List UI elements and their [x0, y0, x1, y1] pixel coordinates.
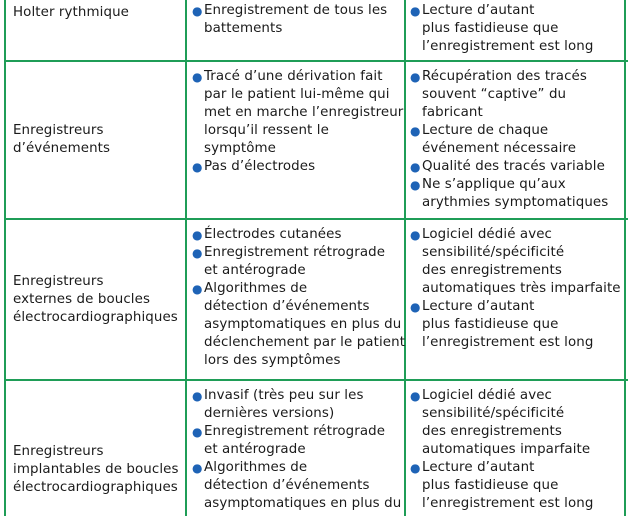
- row-label-line: Enregistreurs: [13, 444, 104, 459]
- table-row: [0, 60, 628, 218]
- bullet-item: [192, 459, 401, 513]
- bullet-item: [192, 158, 403, 176]
- bullet-text-line: symptôme: [204, 141, 276, 156]
- bullet-text-line: plus fastidieuse que: [422, 317, 559, 332]
- bullet-text-line: événement nécessaire: [422, 141, 577, 156]
- row-label-line: Enregistreurs: [13, 123, 104, 138]
- bullet-text-line: l’enregistrement est long: [422, 39, 594, 54]
- row-label-line: externes de boucles: [13, 292, 151, 307]
- table-row: [0, 379, 628, 516]
- bullet-icon: ●: [192, 4, 203, 18]
- bullet-text-line: Lecture d’autant: [422, 3, 535, 18]
- bullet-text-line: détection d’événements: [204, 299, 370, 314]
- bullet-icon: ●: [410, 70, 421, 84]
- bullet-text-line: Algorithmes de: [204, 460, 308, 475]
- bullet-icon: ●: [410, 124, 421, 138]
- bullet-item: [410, 122, 608, 158]
- bullet-item: [192, 2, 387, 38]
- row-label-line: d’événements: [13, 141, 111, 156]
- bullet-text-line: fabricant: [422, 105, 483, 120]
- bullet-icon: ●: [410, 228, 421, 242]
- bullet-item: [192, 423, 401, 459]
- bullet-text-line: met en marche l’enregistreur: [204, 105, 404, 120]
- bullet-text-line: sensibilité/spécificité: [422, 245, 565, 260]
- bullet-item: [192, 387, 401, 423]
- bullet-text-line: dernières versions): [204, 406, 335, 421]
- bullet-text-line: l’enregistrement est long: [422, 335, 594, 350]
- bullet-item: [192, 280, 405, 370]
- bullet-text-line: par le patient lui-même qui: [204, 87, 390, 102]
- bullet-text-line: plus fastidieuse que: [422, 21, 559, 36]
- bullet-text-line: Lecture de chaque: [422, 123, 549, 138]
- bullet-icon: ●: [192, 425, 203, 439]
- row-label-line: électrocardiographiques: [13, 480, 178, 495]
- bullet-text-line: Invasif (très peu sur les: [204, 388, 364, 403]
- limitations-cell: [410, 226, 621, 352]
- bullet-text-line: et antérograde: [204, 263, 306, 278]
- bullet-text-line: lorsqu’il ressent le: [204, 123, 329, 138]
- bullet-text-line: Ne s’applique qu’aux: [422, 177, 566, 192]
- bullet-text-line: Enregistrement rétrograde: [204, 424, 386, 439]
- bullet-item: [410, 2, 593, 56]
- bullet-text-line: sensibilité/spécificité: [422, 406, 565, 421]
- bullet-icon: ●: [410, 178, 421, 192]
- bullet-icon: ●: [410, 461, 421, 475]
- bullet-text-line: Électrodes cutanées: [204, 227, 342, 242]
- bullet-item: [410, 158, 608, 176]
- bullet-text-line: détection d’événements: [204, 478, 370, 493]
- bullet-icon: ●: [410, 4, 421, 18]
- bullet-text-line: Enregistrement de tous les: [204, 3, 388, 18]
- bullet-text-line: plus fastidieuse que: [422, 478, 559, 493]
- bullet-icon: ●: [192, 461, 203, 475]
- advantages-cell: [192, 68, 403, 176]
- limitations-cell: [410, 387, 593, 513]
- bullet-item: [192, 244, 405, 280]
- bullet-icon: ●: [192, 282, 203, 296]
- bullet-text-line: asymptomatiques en plus du: [204, 496, 402, 511]
- bullet-icon: ●: [192, 389, 203, 403]
- bullet-text-line: Enregistrement rétrograde: [204, 245, 386, 260]
- bullet-text-line: l’enregistrement est long: [422, 496, 594, 511]
- bullet-text-line: Lecture d’autant: [422, 460, 535, 475]
- bullet-icon: ●: [410, 160, 421, 174]
- bullet-text-line: déclenchement par le patient: [204, 335, 406, 350]
- advantages-cell: [192, 387, 401, 513]
- bullet-text-line: Pas d’électrodes: [204, 159, 316, 174]
- bullet-text-line: arythmies symptomatiques: [422, 195, 609, 210]
- bullet-item: [410, 226, 621, 298]
- bullet-icon: ●: [410, 300, 421, 314]
- bullet-item: [410, 176, 608, 212]
- table-row: [0, 0, 628, 60]
- bullet-text-line: automatiques imparfaite: [422, 442, 591, 457]
- bullet-text-line: lors des symptômes: [204, 353, 341, 368]
- limitations-cell: [410, 2, 593, 56]
- bullet-text-line: battements: [204, 21, 283, 36]
- bullet-text-line: Tracé d’une dérivation fait: [204, 69, 383, 84]
- advantages-cell: [192, 226, 405, 370]
- bullet-item: [410, 298, 621, 352]
- bullet-text-line: et antérograde: [204, 442, 306, 457]
- bullet-text-line: automatiques très imparfaite: [422, 281, 621, 296]
- table-row: [0, 218, 628, 379]
- bullet-icon: ●: [410, 389, 421, 403]
- bullet-text-line: Récupération des tracés: [422, 69, 587, 84]
- bullet-text-line: Qualité des tracés variable: [422, 159, 605, 174]
- row-label: [13, 273, 178, 327]
- bullet-text-line: Algorithmes de: [204, 281, 308, 296]
- bullet-item: [192, 68, 403, 158]
- row-label-line: électrocardiographiques: [13, 310, 178, 325]
- bullet-text-line: Lecture d’autant: [422, 299, 535, 314]
- limitations-cell: [410, 68, 608, 212]
- bullet-item: [410, 459, 593, 513]
- row-label: [13, 443, 179, 497]
- row-label-line: Holter rythmique: [13, 5, 129, 20]
- bullet-icon: ●: [192, 246, 203, 260]
- bullet-text-line: Logiciel dédié avec: [422, 388, 553, 403]
- bullet-text-line: des enregistrements: [422, 263, 562, 278]
- row-label-line: implantables de boucles: [13, 462, 179, 477]
- bullet-text-line: des enregistrements: [422, 424, 562, 439]
- bullet-text-line: Logiciel dédié avec: [422, 227, 553, 242]
- bullet-icon: ●: [192, 70, 203, 84]
- row-label-line: Enregistreurs: [13, 274, 104, 289]
- bullet-item: [192, 226, 405, 244]
- bullet-item: [410, 68, 608, 122]
- row-label: [13, 122, 110, 158]
- bullet-item: [410, 387, 593, 459]
- bullet-text-line: asymptomatiques en plus du: [204, 317, 402, 332]
- bullet-icon: ●: [192, 228, 203, 242]
- row-label: [13, 4, 129, 22]
- bullet-text-line: souvent “captive” du: [422, 87, 567, 102]
- bullet-icon: ●: [192, 160, 203, 174]
- advantages-cell: [192, 2, 387, 38]
